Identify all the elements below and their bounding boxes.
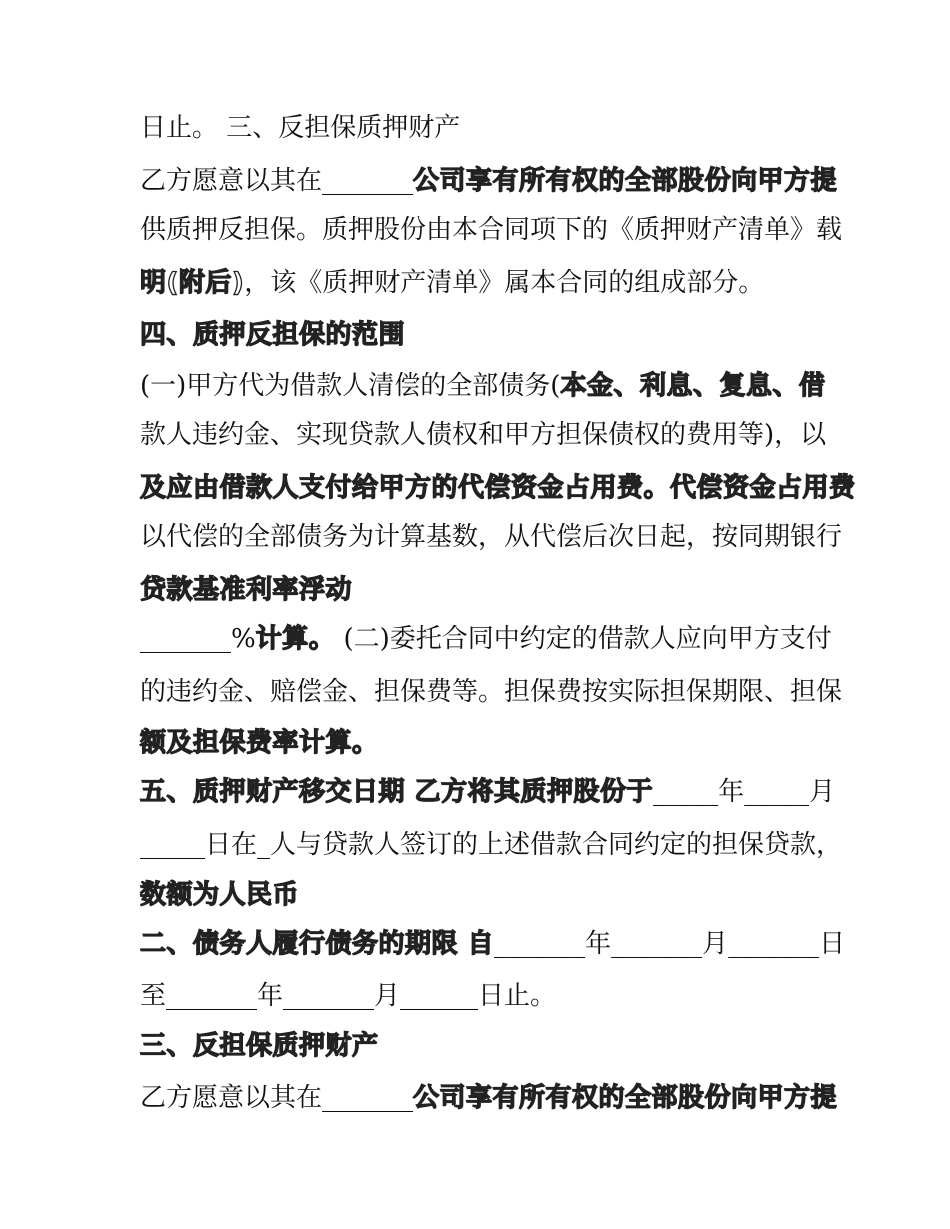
text-segment: 的违约金、赔偿金、担保费等。担保费按实际担保期限、担保 bbox=[140, 677, 843, 707]
text-line bbox=[140, 213, 842, 247]
text-segment-outlined: 贷款基准利率浮动 bbox=[140, 575, 353, 605]
text-line bbox=[140, 1081, 837, 1115]
text-line bbox=[140, 878, 299, 912]
text-segment-outlined: 三、反担保质押财产 bbox=[140, 1031, 379, 1061]
text-line bbox=[140, 675, 842, 709]
section-heading bbox=[140, 318, 405, 352]
text-line bbox=[140, 111, 460, 145]
text-segment: _____日在_人与贷款人签订的上述借款合同约定的担保贷款， bbox=[140, 830, 843, 860]
text-segment: _______年_______月_______日 bbox=[494, 929, 846, 959]
text-line bbox=[140, 726, 379, 760]
text-segment: 日止。 三、反担保质押财产 bbox=[140, 113, 461, 143]
text-line bbox=[140, 266, 764, 300]
section-heading bbox=[140, 775, 835, 809]
text-segment: 乙方愿意以其在_______ bbox=[140, 166, 414, 196]
text-segment: 以代偿的全部债务为计算基数，从代偿后次日起，按同期银行 bbox=[140, 522, 843, 552]
text-line bbox=[140, 573, 352, 607]
text-line bbox=[140, 979, 556, 1013]
text-segment-outlined: 及应由借款人支付给甲方的代偿资金占用费。代偿资金占用费 bbox=[140, 473, 856, 503]
text-line bbox=[140, 369, 825, 403]
text-line bbox=[140, 418, 826, 452]
text-segment-outlined: 本金、利息、复息、借 bbox=[560, 371, 826, 401]
text-segment-outlined: 计算。 bbox=[255, 624, 336, 654]
text-line bbox=[140, 164, 837, 198]
text-segment-outlined: 公司享有所有权的全部股份向甲方提 bbox=[413, 166, 838, 196]
text-segment-outlined: 四、质押反担保的范围 bbox=[140, 320, 406, 350]
text-segment-outlined: 明(附后) bbox=[140, 268, 245, 298]
text-segment-outlined: 额及担保费率计算。 bbox=[140, 728, 379, 758]
section-heading bbox=[140, 927, 845, 961]
text-line bbox=[140, 471, 856, 505]
section-heading bbox=[140, 1029, 379, 1063]
text-segment: (一)甲方代为借款人清偿的全部债务( bbox=[140, 371, 561, 401]
text-segment-outlined: 数额为人民币 bbox=[140, 880, 300, 910]
text-segment-outlined: 公司享有所有权的全部股份向甲方提 bbox=[413, 1083, 838, 1113]
text-line bbox=[140, 828, 842, 862]
text-segment: (二)委托合同中约定的借款人应向甲方支付 bbox=[335, 624, 832, 654]
text-segment-outlined: 二、债务人履行债务的期限 自 bbox=[140, 929, 495, 959]
text-segment: 至_______年_______月______日止。 bbox=[140, 981, 557, 1011]
text-segment: 乙方愿意以其在_______ bbox=[140, 1083, 414, 1113]
text-segment-outlined: 五、质押财产移交日期 乙方将其质押股份于 bbox=[140, 777, 654, 807]
text-line bbox=[140, 520, 842, 554]
text-segment: ，该《质押财产清单》属本合同的组成部分。 bbox=[244, 268, 765, 298]
text-line bbox=[140, 622, 832, 656]
text-segment: 供质押反担保。质押股份由本合同项下的《质押财产清单》载 bbox=[140, 215, 843, 245]
text-segment: _____年_____月 bbox=[653, 777, 836, 807]
text-segment: _______% bbox=[140, 624, 256, 654]
text-segment: 款人违约金、实现贷款人债权和甲方担保债权的费用等)，以 bbox=[140, 420, 827, 450]
